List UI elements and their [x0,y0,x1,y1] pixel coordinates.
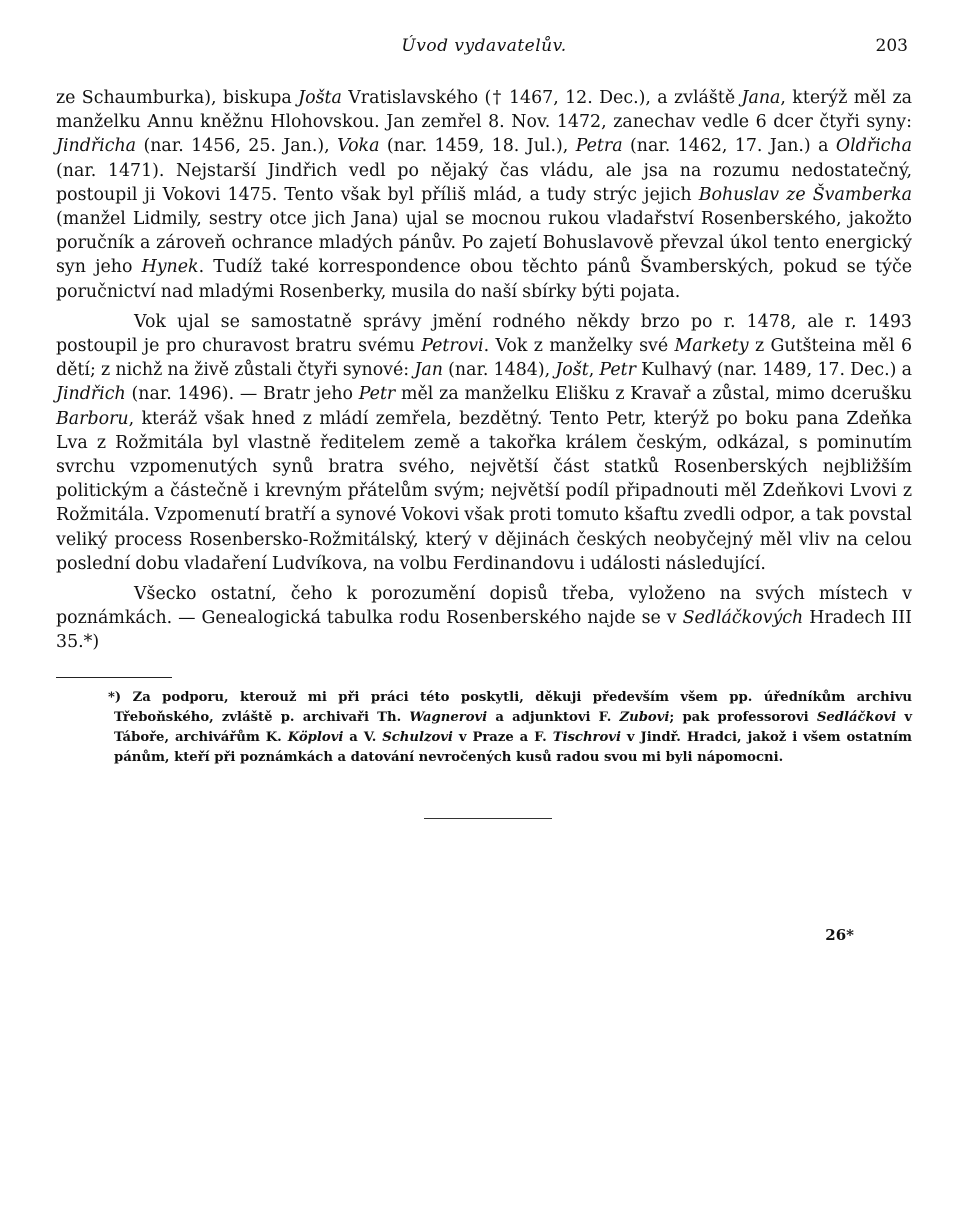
text-run: a adjunktovi F. [487,709,620,725]
text-run: v Táboře, archivářům K. [114,709,912,745]
running-title: Úvod vydavatelův. [401,36,567,56]
italic-run: Markety [674,336,749,357]
italic-run: Zubovi [619,709,670,725]
signature-mark: 26* [825,926,854,944]
text-run: . Vok z manželky své [483,336,675,357]
paragraph-2 [56,310,912,576]
text-run: ; pak professorovi [669,709,817,725]
italic-run: Jana [741,88,781,108]
text-run: (nar. 1462, 17. Jan.) a [622,136,836,157]
text-run: (nar. 1496). — Bratr jeho [125,384,359,405]
text-run: v Praze a F. [452,729,553,745]
text-run: Vok ujal se samostatně správy jmění rodného někdy brzo po r. 1478, ale r. 1493 postoupil je pro churavost bratru svému [56,311,912,357]
text-run: Hradech III 35.*) [56,608,912,653]
italic-run: Sedláčkovi [816,709,897,725]
italic-run: Sedláčkových [682,608,804,629]
italic-run: Tischrovi [552,729,621,745]
italic-run: Jošt [555,360,589,381]
italic-run: Petrovi [421,336,484,357]
text-run: , kterýž měl za manželku Annu kněžnu Hlohovskou. Jan zemřel 8. Nov. 1472, zanechav vedle 6 dcer čtyři syny: [56,88,912,133]
text-run: , kteráž však hned z mládí zemřela, bezdětný. Tento Petr, kterýž po boku pana Zdeňka Lva z Rožmitála byl vlastně ředitelem země a takořka králem českým, odkázal, s pominutím svrchu vzpomenutých synů bratra svého, největší část statků Rosenberských nejbližším politickým a částečně i krevným přátelům svým; největší podíl připadnouti měl Zdeňkovi Lvovi z Rožmitála. Vzpomenutí bratří a synové Vokovi však proti tomuto kšaftu zvedli odpor, a tak povstal veliký process Rosenbersko-Rožmitálský, který v dějinách českých neobyčejný měl vliv na celou poslední dobu vladaření Ludvíkova, na volbu Ferdinandovu i události následující. [56,408,912,574]
text-run: Vratislavského († 1467, 12. Dec.), a zvláště [341,88,742,108]
text-run: v Jindř. Hradci, jakož i všem ostatním pánům, kteří při poznámkách a datování nevročených kusů radou svou mi byli nápomocni. [114,729,913,765]
text-run: *) Za podporu, kterouž mi při práci této poskytli, děkuji především všem pp. úředníkům archivu Třeboňského, zvláště p. archivaři Th. [108,689,912,725]
text-run: (nar. 1459, 18. Jul.), [379,136,576,157]
text-run: (manžel Lidmily, sestry otce jich Jana) ujal se mocnou rukou vladařství Rosenberského, jakožto poručník a zároveň ochrance mladých pánův. Po zajetí Bohuslavově převzal úkol tento energický syn jeho [56,209,912,278]
text-run: , [588,360,600,381]
italic-run: Wagnerovi [409,709,488,725]
italic-run: Petra [575,136,623,157]
italic-run: Köplovi [287,729,344,745]
text-run: z Gutšteina měl 6 dětí; z nichž na živě zůstali čtyři synové: [56,336,913,381]
italic-run: Schulzovi [382,729,453,745]
text-run: Kulhavý (nar. 1489, 17. Dec.) a [635,360,913,381]
italic-run: Barboru [56,408,129,429]
italic-run: Jindřich [56,384,126,405]
footnote [56,688,912,768]
italic-run: Jindřicha [56,136,137,157]
text-run: Všecko ostatní, čeho k porozumění dopisů třeba, vyloženo na svých místech v poznámkách. — Genealogická tabulka rodu Rosenberského najde se v [56,584,912,629]
italic-run: Bohuslav ze Švamberka [698,184,912,205]
text-run: měl za manželku Elišku z Kravař a zůstal, mimo dcerušku [395,384,913,405]
text-run: a V. [343,729,383,745]
italic-run: Jošta [298,88,342,108]
italic-run: Petr [358,384,396,405]
section-end-rule [424,818,552,819]
text-run: (nar. 1484), [442,360,556,381]
text-run: ze Schaumburka), biskupa [56,88,299,108]
italic-run: Oldřicha [835,136,912,157]
page-number: 203 [875,36,908,56]
italic-run: Voka [337,136,380,157]
footnote-separator [56,677,172,678]
italic-run: Hynek [141,257,199,278]
italic-run: Petr [599,360,636,381]
italic-run: Jan [414,360,443,381]
text-run: . Tudíž také korrespondence obou těchto pánů Švamberských, pokud se týče poručnictví nad mladými Rosenberky, musila do naší sbírky býti pojata. [56,257,912,302]
document-page [56,36,912,1186]
running-head [56,36,912,66]
paragraph-1 [56,86,912,304]
text-run: (nar. 1456, 25. Jan.), [136,136,338,157]
text-run: (nar. 1471). Nejstarší Jindřich vedl po nějaký čas vládu, ale jsa na rozumu nedostatečný, postoupil ji Vokovi 1475. Tento však byl příliš mlád, a tudy strýc jejich [56,160,912,205]
paragraph-3 [56,582,912,655]
